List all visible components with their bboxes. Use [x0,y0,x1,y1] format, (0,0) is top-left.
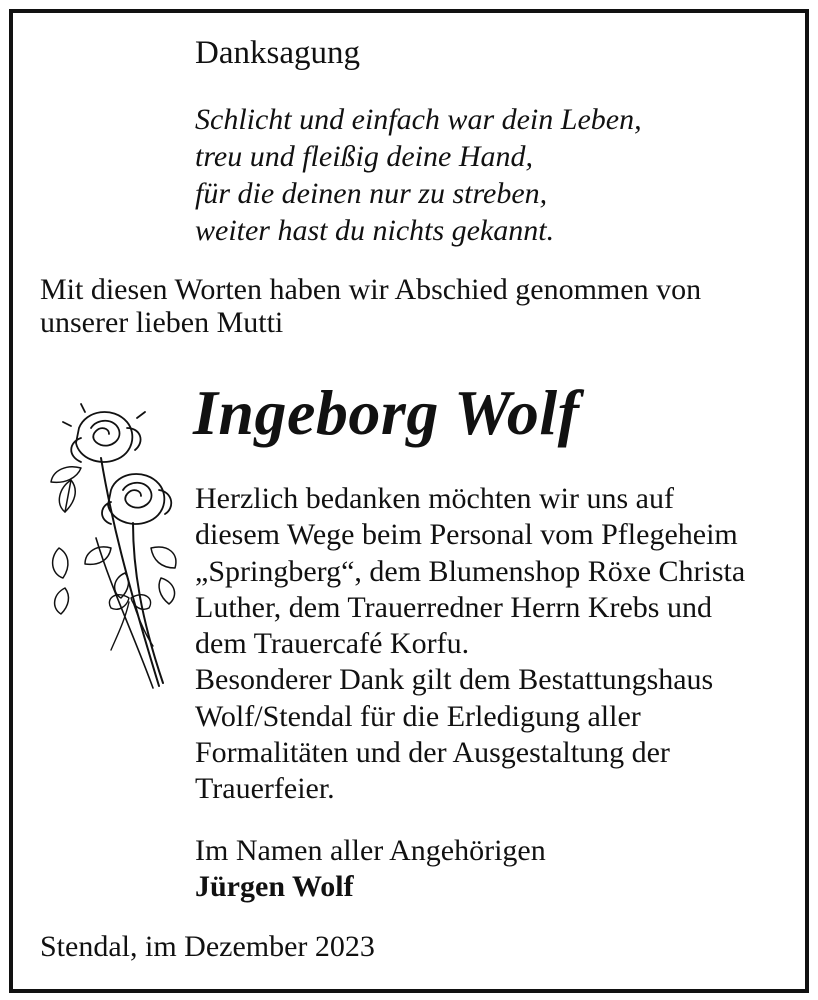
thanks-line: Luther, dem Trauerredner Herrn Krebs und [195,590,712,624]
roses-icon [41,398,181,698]
thanks-line: dem Trauercafé Korfu. [195,627,470,661]
obituary-notice [9,9,809,993]
thanks-line: Herzlich bedanken möchten wir uns auf [195,482,674,515]
poem-line: treu und fleißig deine Hand, [195,140,533,173]
deceased-name: Ingeborg Wolf [193,377,580,448]
thanks-line: Trauerfeier. [195,772,335,806]
thanks-line: Besonderer Dank gilt dem Bestattungshaus [195,663,714,697]
poem-line: Schlicht und einfach war dein Leben, [195,103,642,136]
thanks-line: Formalitäten und der Ausgestaltung der [195,736,670,770]
thanks-line: „Springberg“, dem Blumenshop Röxe Christa [195,554,746,588]
poem [195,101,642,249]
notice-title: Danksagung [195,35,360,71]
thanks-line: diesem Wege beim Personal vom Pflegeheim [195,518,738,552]
poem-line: weiter hast du nichts gekannt. [195,214,555,247]
behalf-line: Im Namen aller Angehörigen [195,834,546,867]
intro-line: Mit diesen Worten haben wir Abschied genommen von [40,273,702,306]
thanks-line: Wolf/Stendal für die Erledigung aller [195,699,641,733]
place-date: Stendal, im Dezember 2023 [40,930,375,963]
intro-text [40,273,701,339]
poem-line: für die deinen nur zu streben, [195,177,548,210]
signer-name: Jürgen Wolf [195,870,354,903]
thanks-text [195,481,745,808]
intro-line: unserer lieben Mutti [40,306,284,339]
